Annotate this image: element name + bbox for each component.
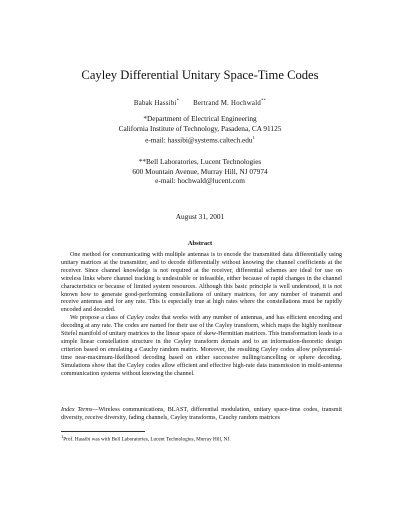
abstract-body [61,252,342,379]
affiliation-2-line-2: 600 Mountain Avenue, Murray Hill, NJ 07974 [132,166,268,176]
affiliation-1-footnote-mark: 1 [252,135,255,141]
author-1-mark: * [176,98,180,103]
affiliation-2-line-3: e-mail: hochwald@lucent.com [155,176,245,186]
affiliation-caltech [0,114,400,145]
affiliation-1-line-2: California Institute of Technology, Pasadena, CA 91125 [118,123,282,133]
author-2-name: Bertrand M. Hochwald [193,100,261,108]
paper-date: August 31, 2001 [175,212,225,221]
abstract-p2-post: that works with any number of antennas, and has efficient encoding and decoding at any rate. The codes are named for their use of the Cayley transform, which maps the highly nonlinear Stiefel manifold of unitary matrices to the linear space of skew-Hermitian matrices. This transformation leads to a simple linear constellation structure in the Cayley transform domain and to an information-theoretic design criterion based on emulating a Cauchy random matrix. Moreover, the resulting Cayley codes allow polynomial-time near-maximum-likelihood decoding based on either successive nulling/cancelling or sphere decoding. Simulations show that the Cayley codes allow efficient and effective high-rate data transmission in multi-antenna communication systems without knowing the channel. [61,315,342,377]
index-terms-label: Index Terms [61,407,93,413]
footnote-mark: 1 [61,434,64,439]
affiliation-1-line-3: e-mail: hassibi@systems.caltech.edu [145,135,253,145]
abstract-heading: Abstract [187,240,213,247]
affiliation-1-line-1: *Department of Electrical Engineering [143,114,257,123]
abstract-paragraph-2 [61,315,342,378]
affiliation-2-line-1: **Bell Laboratories, Lucent Technologies [138,157,262,166]
affiliation-bell-labs [0,157,400,186]
footnote-text: Prof. Hassibi was with Bell Laboratories, Lucent Technologies, Murray Hill, NJ. [63,436,231,443]
abstract-p2-emphasis: Cayley codes [126,315,160,322]
footnote-rule [61,431,145,432]
author-1 [134,100,179,107]
index-terms [61,407,342,423]
footnote [61,434,351,443]
abstract-p2-pre: We propose a class of [70,315,127,322]
index-terms-text: Wireless communications, BLAST, differential modulation, unitary space-time codes, transmit diversity, receive diversity, fading channels, Cayley transforms, Cauchy random matrices [61,407,342,421]
author-line [0,98,400,107]
affiliation-1-email [0,133,400,145]
index-terms-dash: — [92,407,99,413]
paper-title: Cayley Differential Unitary Space-Time Codes [81,68,319,82]
author-1-name: Babak Hassibi [133,100,177,108]
author-2-mark: ** [260,98,267,103]
author-2 [193,100,266,107]
abstract-paragraph-1: One method for communicating with multiple antennas is to encode the transmitted data differentially using unitary matrices at the transmitter, and to decode differentially without knowing the channel coefficients at the receiver. Since channel knowledge is not required at the receiver, differential schemes are ideal for use on wireless links where channel tracking is undesirable or infeasible, either because of rapid changes in the channel characteristics or because of limited system resources. Although this basic principle is well understood, it is not known how to generate good-performing constellations of unitary matrices, for any number of transmit and receive antennas and for any rate. This is especially true at high rates where the constellations must be rapidly encoded and decoded. [61,252,342,314]
